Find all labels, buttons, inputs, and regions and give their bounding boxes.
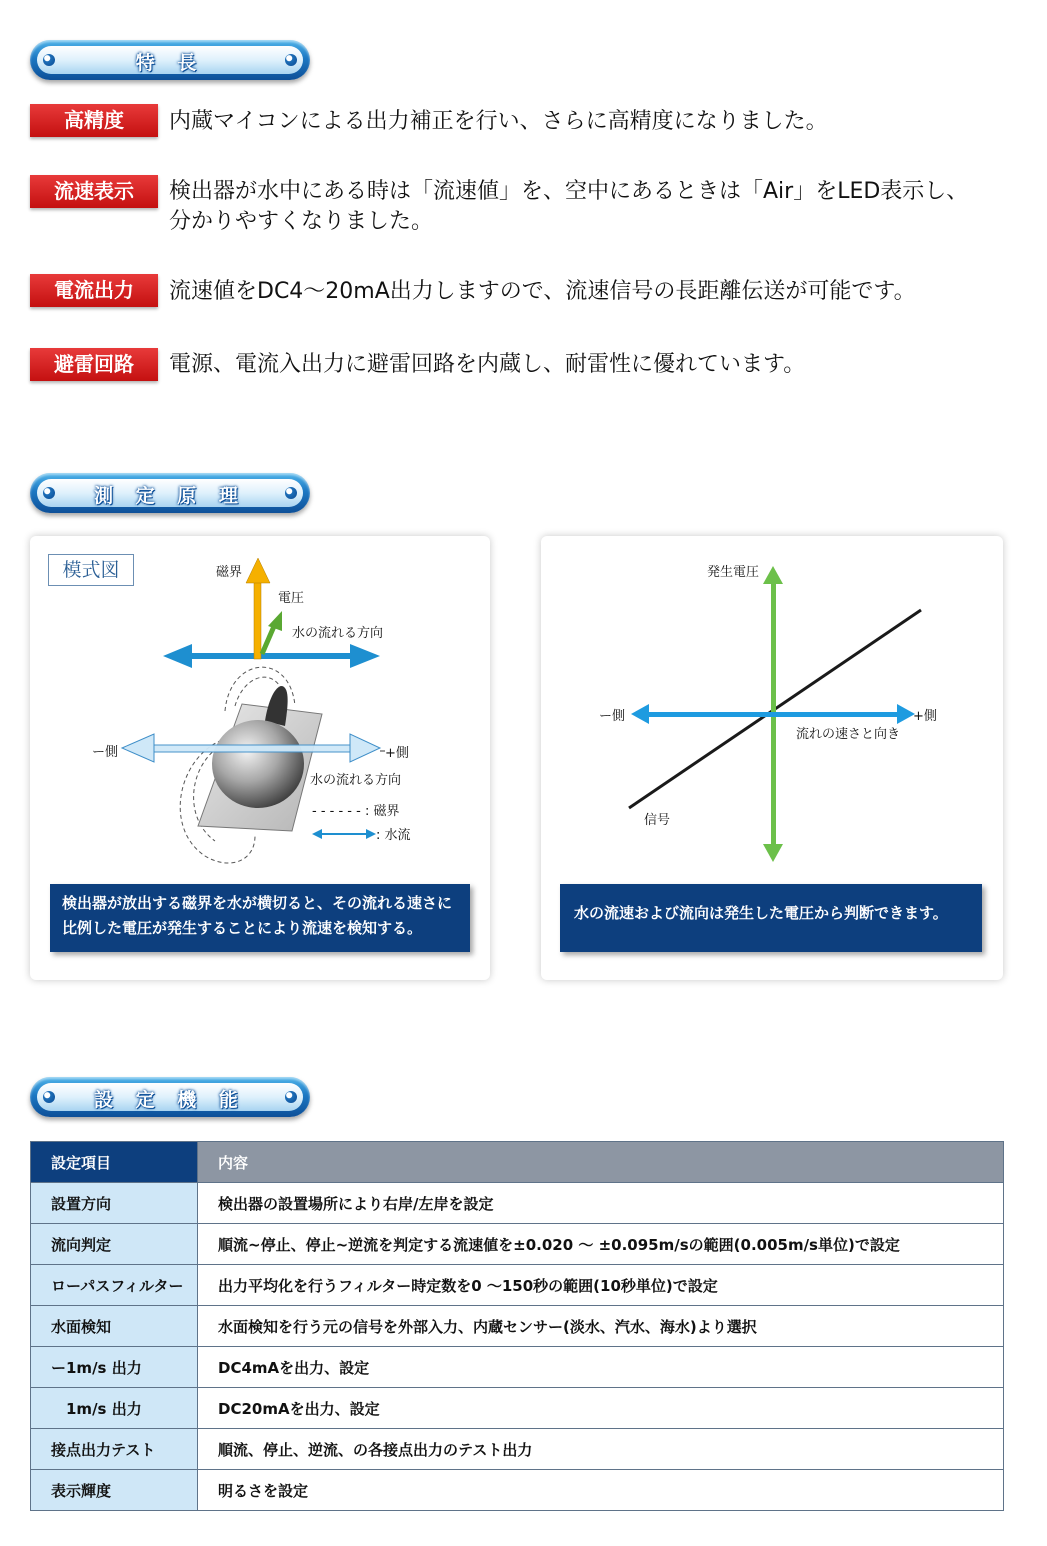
feature-badge-precision: 高精度 [30,104,158,137]
setting-content: 検出器の設置場所により右岸/左岸を設定 [198,1183,1004,1224]
setting-name: 1m/s 出力 [31,1388,198,1429]
legend-field: - - - - - - : 磁界 [312,804,400,819]
setting-content: DC4mAを出力、設定 [198,1347,1004,1388]
setting-content: 明るさを設定 [198,1470,1004,1511]
settings-table [30,1141,1004,1511]
table-header-row [31,1142,1004,1183]
magnetic-field-label: 磁界 [216,565,243,580]
sensor-stalk [265,686,288,726]
table-row [31,1224,1004,1265]
feature-badge-lightning: 避雷回路 [30,348,158,381]
voltage-axis-label: 発生電圧 [707,565,760,580]
table-row [31,1470,1004,1511]
voltage-label: 電圧 [278,591,305,606]
legend-flow: : 水流 [376,828,411,843]
section-title: 特 長 [135,52,205,74]
header-content: 内容 [198,1142,1004,1183]
table-row [31,1347,1004,1388]
setting-content: DC20mAを出力、設定 [198,1388,1004,1429]
setting-name: 水面検知 [31,1306,198,1347]
setting-name: 表示輝度 [31,1470,198,1511]
table-row [31,1388,1004,1429]
graph-caption: 水の流速および流向は発生した電圧から判断できます。 [560,884,982,952]
setting-name: 設置方向 [31,1183,198,1224]
voltage-arrow [262,611,282,654]
sensor-sphere-icon [212,720,304,808]
setting-name: 流向判定 [31,1224,198,1265]
header-item: 設定項目 [31,1142,198,1183]
flow-axis-label: 流れの速さと向き [796,727,901,742]
principle-section-header [30,473,310,513]
setting-name: ー1m/s 出力 [31,1347,198,1388]
features-section-header [30,40,310,80]
feature-badge-current: 電流出力 [30,274,158,307]
section-title: 設 定 機 能 [94,1089,246,1111]
setting-content: 水面検知を行う元の信号を外部入力、内蔵センサー(淡水、汽水、海水)より選択 [198,1306,1004,1347]
setting-content: 順流~停止、停止~逆流を判定する流速値を±0.020 ～ ±0.095m/sの範囲(0.005m/s単位)で設定 [198,1224,1004,1265]
signal-label: 信号 [644,813,671,828]
feature-text-precision: 内蔵マイコンによる出力補正を行い、さらに高精度になりました。 [169,109,828,134]
flow-direction-label: 水の流れる方向 [310,773,402,788]
setting-name: ローパスフィルター [31,1265,198,1306]
section-title: 測 定 原 理 [94,485,246,507]
schematic-panel [30,536,490,980]
voltage-graph-panel [541,536,1003,980]
table-row [31,1306,1004,1347]
minus-side-label: ー側 [92,745,119,760]
flow-direction-top-label: 水の流れる方向 [292,626,384,641]
feature-text-lightning: 電源、電流入出力に避雷回路を内蔵し、耐雷性に優れています。 [169,352,806,377]
feature-badge-display: 流速表示 [30,175,158,208]
mode-label: 模式図 [48,554,134,586]
legend-flow-arrow [312,829,376,839]
schematic-caption: 検出器が放出する磁界を水が横切ると、その流れる速さに比例した電圧が発生することにより流速を検知する。 [50,884,470,952]
setting-content: 順流、停止、逆流、の各接点出力のテスト出力 [198,1429,1004,1470]
table-row [31,1429,1004,1470]
plus-side-label: +側 [385,746,409,761]
table-row [31,1183,1004,1224]
settings-section-header [30,1077,310,1117]
feature-text-display: 検出器が水中にある時は「流速値」を、空中にあるときは「Air」をLED表示し、 分かりやすくなりました。 [169,179,969,234]
feature-text-current: 流速値をDC4～20mA出力しますので、流速信号の長距離伝送が可能です。 [169,279,916,304]
setting-name: 接点出力テスト [31,1429,198,1470]
top-flow-arrow [163,644,380,668]
table-row [31,1265,1004,1306]
plus-side-label: +側 [913,709,937,724]
setting-content: 出力平均化を行うフィルター時定数を0 ～150秒の範囲(10秒単位)で設定 [198,1265,1004,1306]
minus-side-label: ー側 [599,709,626,724]
